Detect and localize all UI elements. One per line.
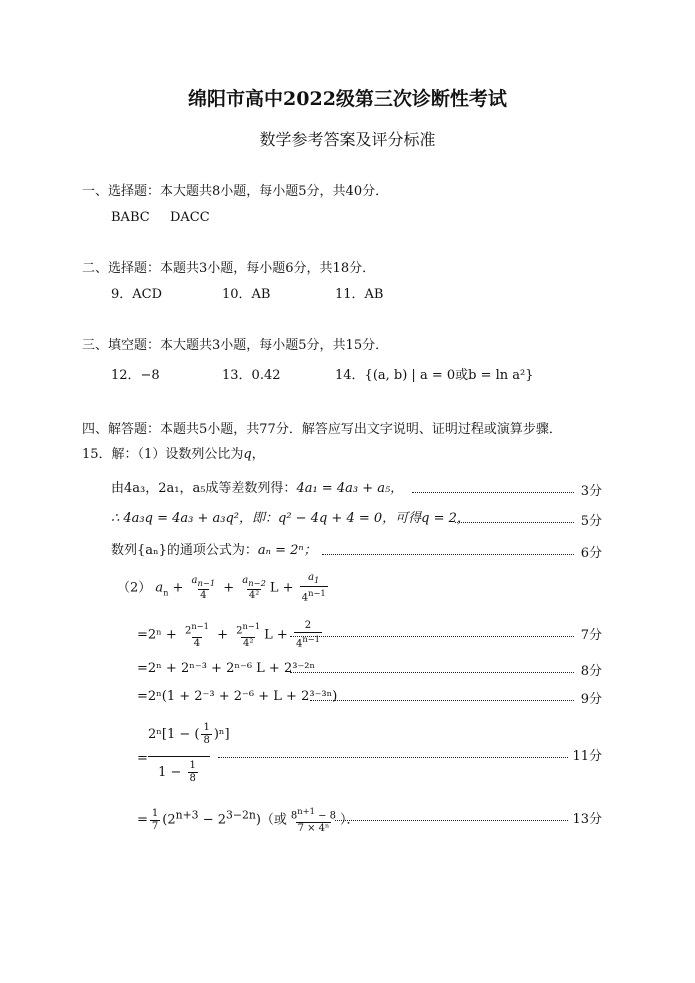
score-6: 6分: [580, 546, 602, 561]
section-4-heading: 四、解答题：本题共5小题，共77分．解答应写出文字说明、证明过程或演算步骤．: [82, 422, 562, 437]
section-2-heading: 二、选择题：本题共3小题，每小题6分，共18分．: [82, 261, 376, 276]
answer-2: DACC: [170, 210, 210, 225]
answer-12: 12．−8: [111, 368, 160, 383]
q15-step13-end: ）．: [340, 812, 360, 828]
q15-line2: [111, 480, 403, 498]
answer-1: BABC: [111, 210, 150, 225]
q15-step8-expr: =2ⁿ + 2ⁿ⁻³ + 2ⁿ⁻⁶ L + 2³⁻²ⁿ: [137, 661, 316, 676]
equals-sign: =: [137, 751, 148, 766]
page-subtitle: 数学参考答案及评分标准: [259, 130, 436, 149]
answer-13: 13．0.42: [222, 368, 281, 383]
q15-line2-prefix: 由4a₃，2a₁，a₅成等差数列得：: [111, 481, 297, 496]
page-title: 绵阳市高中2022级第三次诊断性考试: [188, 88, 507, 110]
score-8: 8分: [580, 664, 602, 679]
score-5: 5分: [580, 514, 602, 529]
score-3: 3分: [580, 484, 602, 499]
score-11: 11分: [572, 749, 602, 764]
leader-dots: [290, 636, 574, 637]
q15-step13-alt: （或: [260, 812, 287, 828]
answer-10: 10．AB: [222, 287, 271, 302]
score-9: 9分: [580, 692, 602, 707]
q15-line3: [111, 510, 470, 528]
q15-part1-text: （1）设数列公比为: [137, 447, 244, 462]
leader-dots: [218, 757, 568, 758]
leader-dots: [455, 522, 574, 523]
score-13: 13分: [572, 812, 602, 827]
q15-line2-expr: 4a₁ = 4a₃ + a₅，: [296, 481, 404, 496]
answer-11: 11．AB: [335, 287, 384, 302]
leader-dots: [322, 554, 574, 555]
leader-dots: [335, 820, 568, 821]
q15-label: [82, 446, 265, 464]
q15-part2-expr: （2） $a_n$ + $\frac{a_{n-1}}{4}$ + $\frac{a_{n-2}}{\text{4²}}$ L + $\frac{a_1}{4^{n-1}}$: [117, 572, 326, 604]
q15-line3-expr: ∴ 4a₃q = 4a₃ + a₃q²，即：q² − 4q + 4 = 0，可得q = 2，: [111, 511, 470, 526]
q15-step9-expr: =2ⁿ(1 + 2⁻³ + 2⁻⁶ + L + 2³⁻³ⁿ): [137, 689, 338, 704]
leader-dots: [310, 700, 574, 701]
leader-dots: [412, 492, 574, 493]
q15-step13-expr: = $\frac{1}{7}$ $(2^{n+3} - 2^{3-2n})$（或 $\frac{8^{n+1} - 8}{\text{7 × 4ⁿ}}$ ）．: [137, 806, 360, 835]
q15-line4-prefix: 数列{aₙ}的通项公式为：: [111, 543, 258, 558]
q15-line4: [111, 542, 317, 560]
q15-part2-label: （2）: [117, 580, 152, 596]
q15-number: 15．解：: [82, 447, 138, 462]
q15-step11-numerator: 2ⁿ[1 − ( $\frac{1}{8}$ )ⁿ]: [148, 722, 230, 746]
score-7: 7分: [580, 628, 602, 643]
q15-step11-denominator: 1 − $\frac{1}{8}$: [158, 760, 196, 784]
section-3-heading: 三、填空题：本大题共3小题，每小题5分，共15分．: [82, 338, 389, 353]
fraction-bar: [148, 756, 210, 757]
q15-part1-var: q: [243, 447, 252, 462]
q15-part1-end: ，: [251, 447, 265, 462]
section-1-heading: 一、选择题：本大题共8小题，每小题5分，共40分．: [82, 184, 389, 199]
answer-9: 9．ACD: [111, 287, 163, 302]
leader-dots: [290, 672, 574, 673]
answer-14: 14．{(a, b) | a = 0或b = ln a²}: [335, 368, 534, 383]
q15-line4-expr: aₙ = 2ⁿ；: [257, 543, 317, 558]
q15-step7-expr: =2ⁿ + $\frac{2^{n-1}}{4}$ + $\frac{2^{n-1}}{\text{4²}}$ L + $\frac{2}{4^{n-1}}$: [137, 620, 320, 650]
